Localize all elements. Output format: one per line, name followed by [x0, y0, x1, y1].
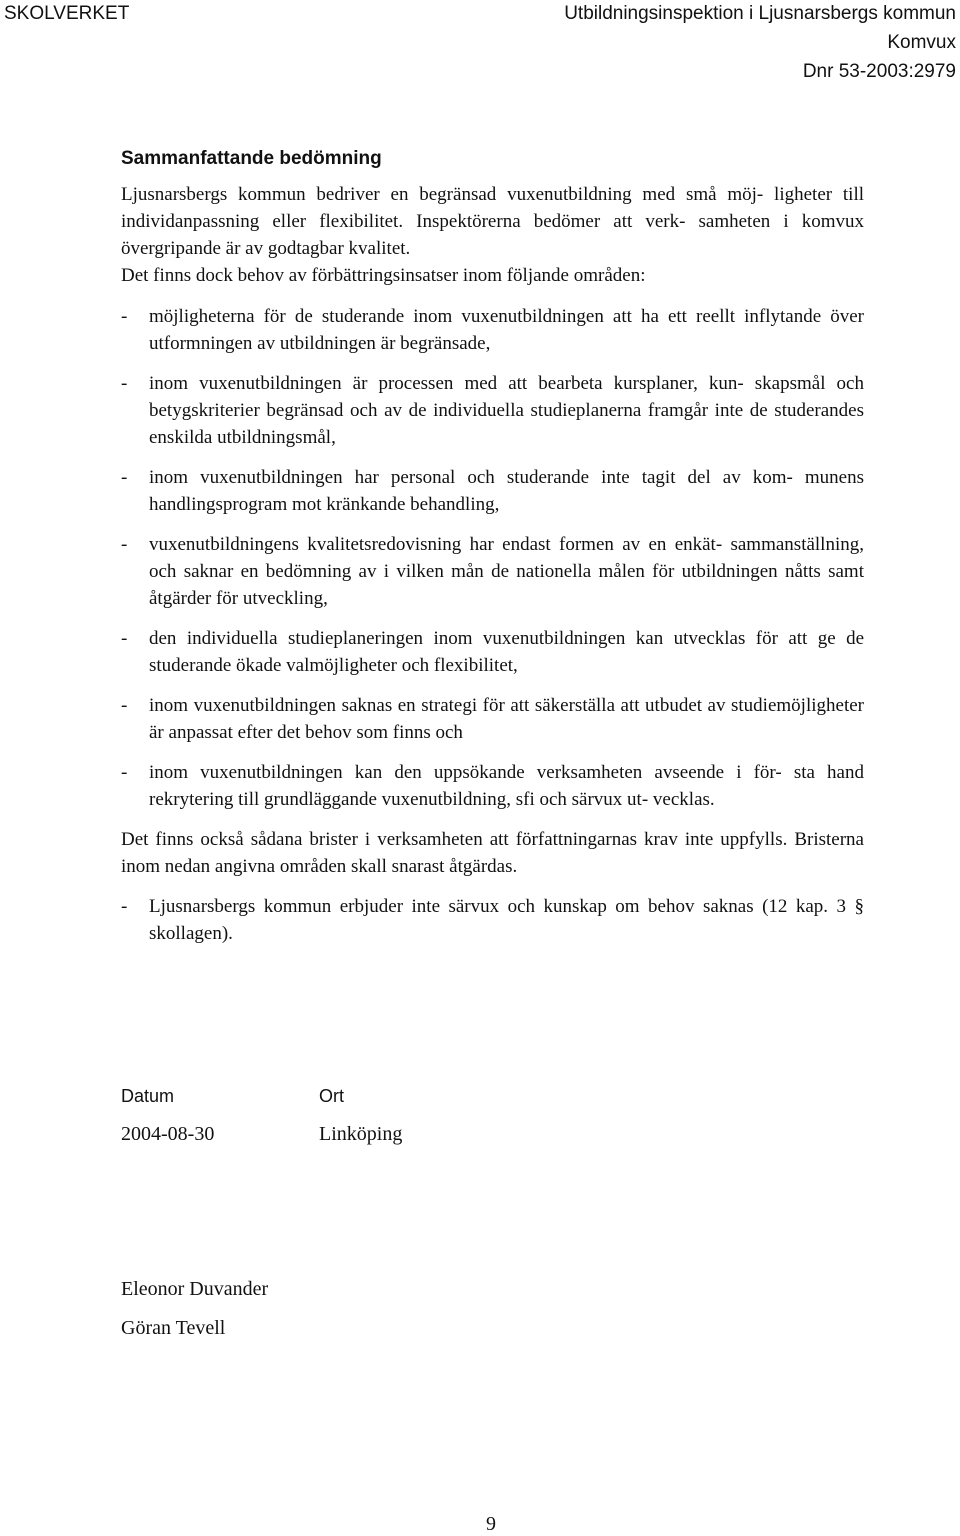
list-item-text: den individuella studieplaneringen inom vuxenutbildningen kan utvecklas för att ge de studerande ökade valmöjligheter och flexibilitet,	[149, 628, 864, 676]
header-subtitle: Komvux	[887, 32, 956, 53]
list-item-text: inom vuxenutbildningen saknas en strategi för att säkerställa att utbudet av studiemöjligheter är anpassat efter det behov som finns och	[149, 695, 864, 743]
header-org: SKOLVERKET	[4, 3, 130, 24]
list-item-text: vuxenutbildningens kvalitetsredovisning har endast formen av en enkät- sammanställning, och saknar en bedömning av i vilken mån de nationella målen för utbildningen nåtts samt åtgärder för utveckling,	[149, 534, 864, 609]
date-value: 2004-08-30	[121, 1123, 215, 1145]
list-item-text: inom vuxenutbildningen är processen med att bearbeta kursplaner, kun- skapsmål och betygskriterier begränsad och av de individuella studieplanerna framgår inte de studerandes enskilda utbildningsmål,	[149, 373, 864, 448]
bullet-dash: -	[121, 896, 128, 917]
list-item-text: inom vuxenutbildningen har personal och studerande inte tagit del av kom- munens handlingsprogram mot kränkande behandling,	[149, 467, 864, 515]
list-item-text: Ljusnarsbergs kommun erbjuder inte särvux och kunskap om behov saknas (12 kap. 3 § skollagen).	[149, 896, 864, 944]
header-block	[564, 2, 956, 89]
bullet-dash: -	[121, 762, 128, 783]
improvement-list	[121, 303, 864, 813]
list-item	[121, 692, 864, 746]
bullet-dash: -	[121, 534, 128, 555]
date-label: Datum	[121, 1086, 175, 1106]
page-number: 9	[486, 1513, 496, 1535]
main-content	[121, 147, 864, 960]
list-item-text: inom vuxenutbildningen kan den uppsökande verksamheten avseende i för- sta hand rekrytering till grundläggande vuxenutbildning, sfi och särvux ut- vecklas.	[149, 762, 864, 810]
signature-name: Göran Tevell	[121, 1317, 226, 1339]
list-item	[121, 303, 864, 357]
list-item	[121, 464, 864, 518]
bullet-dash: -	[121, 373, 128, 394]
signature-name: Eleonor Duvander	[121, 1278, 269, 1300]
place-value: Linköping	[319, 1123, 403, 1145]
deficiency-paragraph: Det finns också sådana brister i verksamheten att författningarnas krav inte uppfylls. Bristerna inom nedan angivna områden skall snarast åtgärdas.	[121, 829, 864, 877]
deficiency-list	[121, 893, 864, 947]
intro-paragraph: Ljusnarsbergs kommun bedriver en begränsad vuxenutbildning med små möj- ligheter till individanpassning eller flexibilitet. Inspektörerna bedömer att verk- samheten i komvux övergripande är av godtagbar kvalitet.	[121, 184, 864, 259]
header-title: Utbildningsinspektion i Ljusnarsbergs kommun	[564, 3, 956, 24]
bullet-dash: -	[121, 695, 128, 716]
bullet-dash: -	[121, 628, 128, 649]
header-dnr: Dnr 53-2003:2979	[802, 61, 956, 82]
place-label: Ort	[319, 1086, 344, 1106]
list-item	[121, 893, 864, 947]
section-heading: Sammanfattande bedömning	[121, 148, 382, 169]
list-item	[121, 370, 864, 451]
list-item-text: möjligheterna för de studerande inom vuxenutbildningen att ha ett reellt inflytande över utformningen av utbildningen är begränsade,	[149, 306, 864, 354]
list-item	[121, 531, 864, 612]
list-item	[121, 759, 864, 813]
bullet-dash: -	[121, 306, 128, 327]
intro-paragraph-2: Det finns dock behov av förbättringsinsatser inom följande områden:	[121, 265, 646, 286]
bullet-dash: -	[121, 467, 128, 488]
list-item	[121, 625, 864, 679]
